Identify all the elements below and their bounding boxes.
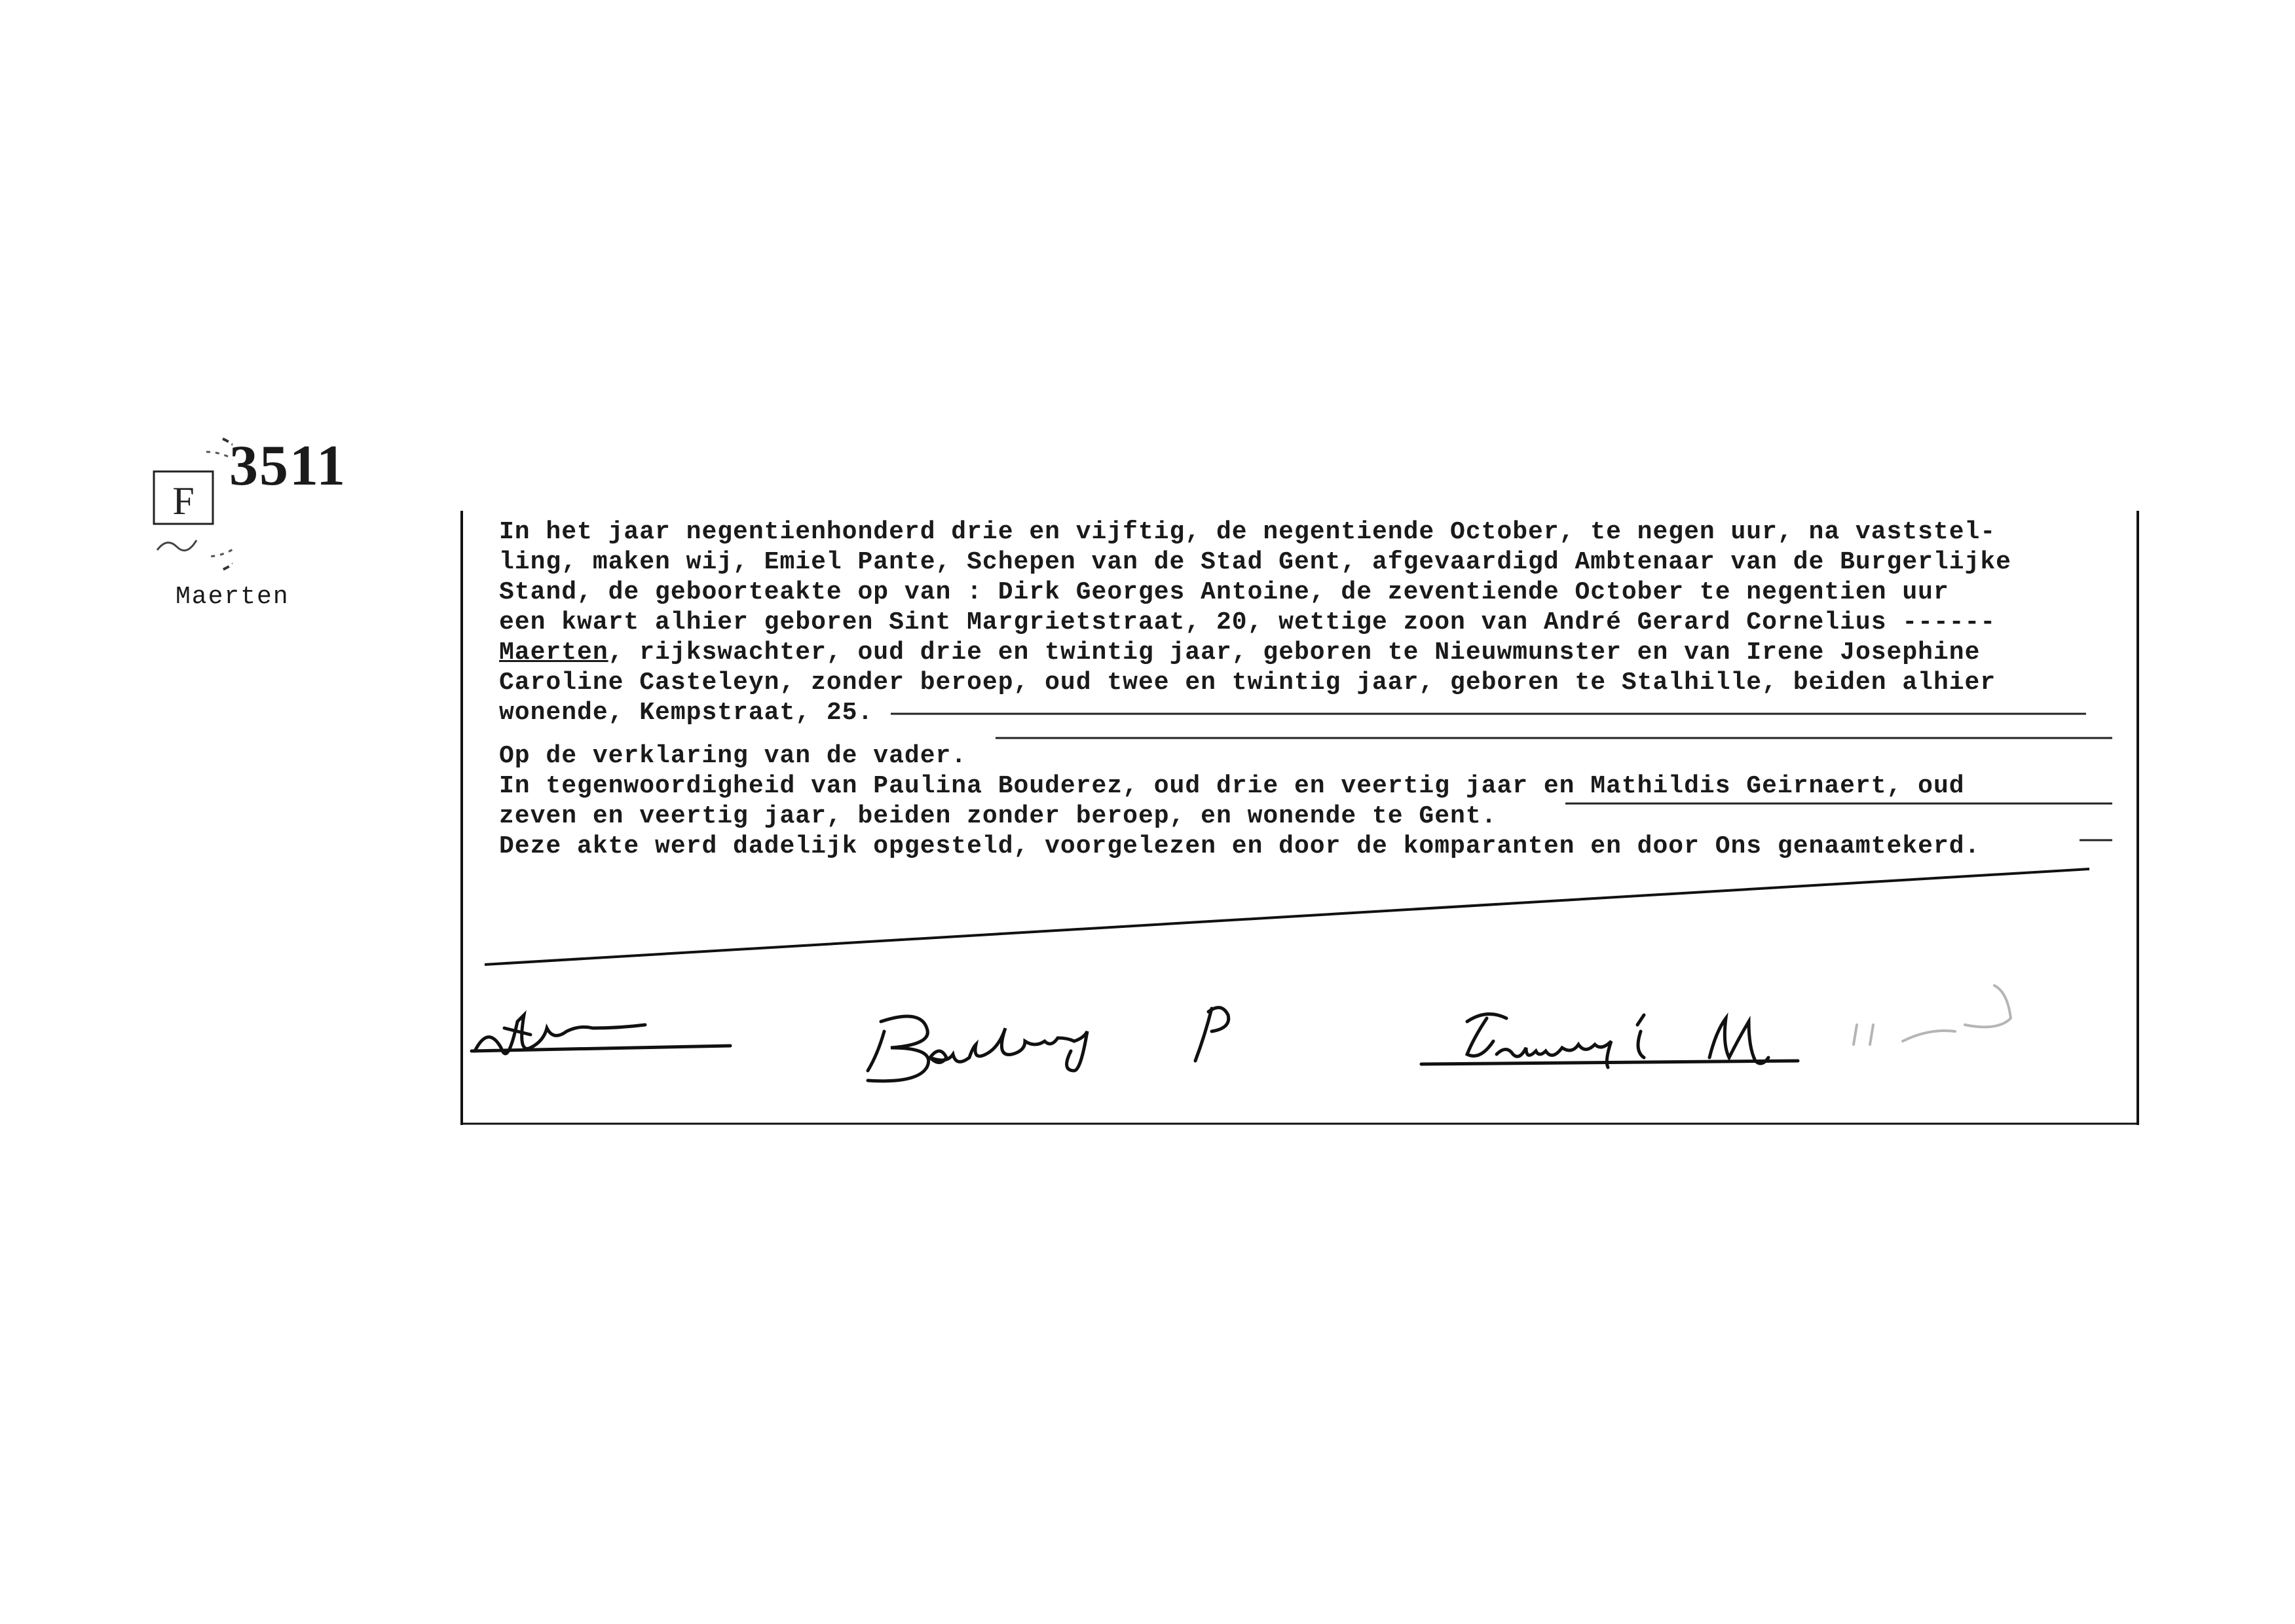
act-number: 3511 (229, 434, 347, 498)
signature-registrar (472, 1015, 730, 1054)
witness-line: In tegenwoordigheid van Paulina Bouderez, oud drie en veertig jaar en Mathildis Geirnaert, oud (499, 772, 1965, 800)
record-line: wonende, Kempstraat, 25. (499, 699, 874, 727)
declaration-line: Op de verklaring van de vader. (499, 742, 967, 770)
witness-line: zeven en veertig jaar, beiden zonder beroep, en wonende te Gent. (499, 802, 1497, 830)
record-line: Caroline Casteleyn, zonder beroep, oud twee en twintig jaar, geboren te Stalhille, beiden alhier (499, 669, 1996, 697)
signature-faint (1854, 986, 2011, 1044)
record-line: ling, maken wij, Emiel Pante, Schepen van de Stad Gent, afgevaardigd Ambtenaar van de Burgerlijke (499, 548, 2011, 576)
record-line: Stand, de geboorteakte op van : Dirk Georges Antoine, de zeventiende October te negentien uur (499, 578, 1949, 606)
record-line: een kwart alhier geboren Sint Margrietstraat, 20, wettige zoon van André Gerard Cornelius ------ (499, 608, 1996, 637)
margin-name: Maerten (176, 583, 289, 611)
signature-bouderez (868, 1008, 1229, 1081)
signature-geirnaert (1421, 1014, 1798, 1067)
record-line: In het jaar negentienhonderd drie en vijftig, de negentiende October, te negen uur, na vaststel- (499, 518, 1996, 546)
stamp-letter: F (172, 479, 195, 523)
record-line-rest: , rijkswachter, oud drie en twintig jaar, geboren te Nieuwmunster en van Irene Josephine (608, 638, 1981, 667)
closing-line: Deze akte werd dadelijk opgesteld, voorgelezen en door de komparanten en door Ons genaamtekerd. (499, 832, 1981, 860)
father-surname: Maerten (499, 638, 608, 667)
